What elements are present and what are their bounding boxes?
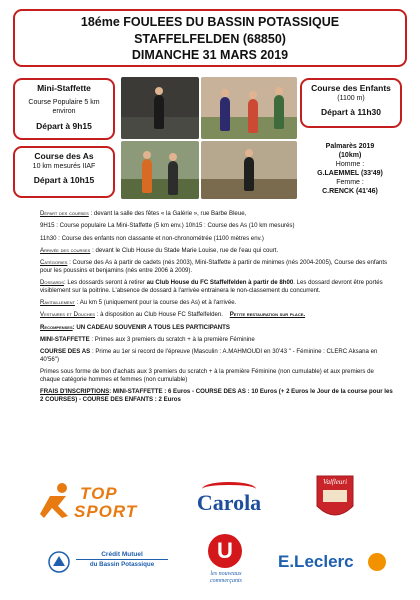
dossards-bold: au Club House du FC Staffelfelden à partir de 8h00 <box>146 279 294 287</box>
super-u-icon: U <box>208 534 242 568</box>
leclerc-circle-icon <box>368 553 386 571</box>
arrivee-label: Arrivée des courses <box>40 246 91 254</box>
leclerc-text: E.Leclerc <box>278 552 354 571</box>
course-enfants-desc: (1100 m) <box>337 95 365 102</box>
course-enfants-title: Course des Enfants <box>311 83 391 93</box>
depart-text: : devant la salle des fêtes « la Galérie », rue Barbe Bleue, <box>90 210 247 217</box>
course-as-desc: 10 km mesurés IIAF <box>32 163 96 170</box>
credit-mutuel-emblem-icon <box>48 550 70 576</box>
palmares-homme-label: Homme : <box>335 161 365 168</box>
arrivee-text: : devant le Club House du Stade Marie Louise, rue de l'eau qui court. <box>92 246 279 254</box>
photo-runners-2 <box>201 77 297 139</box>
event-date: DIMANCHE 31 MARS 2019 <box>131 48 289 62</box>
course-enfants-box <box>300 78 402 128</box>
vestiaires-label: Vestiaires et Douches <box>40 311 95 319</box>
categories-text: : Course des As à partir de cadets (nés 2003), Mini-Staffette à partir de minimes (nés 2004-2005), Course des enfants pour les poussins et benjamins (nés entre 2006 à 2009). <box>40 259 388 274</box>
top-sport-top: TOP <box>80 484 118 503</box>
course-as-start: Départ à 10h15 <box>33 175 95 185</box>
mini-staffette-title: Mini-Staffette <box>37 83 91 93</box>
palmares-homme: G.LAEMMEL (33'49) <box>317 170 383 177</box>
carola-logo <box>188 482 270 520</box>
recomp-label: Recompenses <box>40 323 73 331</box>
as-prize-text: : Prime au 1er si record de l'épreuve (Masculin : A.MAHMOUDI en 30'43 '' - Féminine : CLERC Aksana en 40'56'') <box>40 348 378 364</box>
event-title-box <box>13 9 407 67</box>
recomp-text: : UN CADEAU SOUVENIR A TOUS LES PARTICIPANTS <box>72 323 230 331</box>
info-dossards <box>40 279 395 294</box>
frais-label: FRAIS D'INSCRIPTIONS <box>40 388 110 396</box>
dossards-text1: : Les dossards seront à retirer <box>63 279 147 287</box>
info-sched1: 9H15 : Course populaire La Mini-Staffette (5 km env.) 10h15 : Course des As (10 km mesurés) <box>40 222 295 230</box>
top-sport-sport: SPORT <box>74 502 138 521</box>
info-ravitaillement <box>40 299 395 307</box>
palmares-title: Palmarès 2019 <box>325 143 375 150</box>
depart-label: Départ des courses <box>40 210 89 217</box>
photo-runner-4 <box>201 141 297 199</box>
dossards-label: Dossards <box>40 279 64 287</box>
palmares-block <box>300 142 400 196</box>
info-text <box>40 210 395 408</box>
mini-prize-label: MINI-STAFFETTE <box>40 336 90 344</box>
info-mini-prize <box>40 336 395 344</box>
mini-staffette-box <box>13 78 115 140</box>
vestiaires-text: : à disposition au Club House FC Staffelfelden. <box>96 311 223 319</box>
credit-mutuel-line2: du Bassin Potassique <box>89 561 155 568</box>
valfleuri-logo <box>313 472 357 524</box>
as-prize-label: COURSE DES AS <box>40 348 91 356</box>
restauration-text: Petite restauration sur place. <box>229 311 306 319</box>
event-location: STAFFELFELDEN (68850) <box>134 31 286 46</box>
dossards-text2: . Les dossard devront être portés visiblement sur la poitrine. L'absence de dossard à l'arrivée entrainera le non-classement du concurrent. <box>40 279 383 294</box>
ravit-label: Ravitaillement <box>40 299 75 307</box>
valfleuri-text: Valfleuri <box>322 478 348 486</box>
info-recompenses <box>40 324 395 332</box>
leclerc-logo <box>278 550 388 578</box>
palmares-sub: (10km) <box>338 152 362 159</box>
mini-prize-text: : Primes aux 3 premiers du scratch + à la première Féminine <box>91 336 255 344</box>
event-title: 18éme FOULEES DU BASSIN POTASSIQUE <box>80 15 340 29</box>
frais-text: : MINI-STAFFETTE : 6 Euros - COURSE DES AS : 10 Euros (+ 2 Euros le Jour de la course pour les 2 COURSES) - COURSE DES ENFANTS : 2 Euros <box>40 388 393 404</box>
top-sport-logo <box>40 480 150 524</box>
credit-mutuel-line1: Crédit Mutuel <box>76 551 168 560</box>
info-frais <box>40 388 395 403</box>
categories-label: Catégories <box>40 259 68 267</box>
palmares-femme: C.RENCK (41'46) <box>322 188 378 195</box>
super-u-caption: les nouveaux commerçants <box>210 571 242 584</box>
info-categories <box>40 259 395 274</box>
course-as-box <box>13 146 115 198</box>
super-u-logo <box>200 534 252 590</box>
photo-runner-1 <box>121 77 199 139</box>
info-as-prize <box>40 348 395 363</box>
runner-figure-icon <box>40 482 74 522</box>
info-arrivee <box>40 247 395 255</box>
info-primes: Primes sous forme de bon d'achats aux 3 premiers du scratch + à la première Féminine (non cumulable) et aux premiers de chaque catégorie hommes et femmes (non cumulable) <box>40 368 374 384</box>
carola-text: Carola <box>196 490 262 515</box>
info-vestiaires <box>40 311 395 319</box>
ravit-text: : Au km 5 (uniquement pour la course des As) et à l'arrivée. <box>76 299 237 307</box>
info-sched2: 11h30 : Course des enfants non classante et non-chronométrée (1100 mètres env.) <box>40 234 264 242</box>
palmares-femme-label: Femme : <box>336 179 364 186</box>
photo-runners-3 <box>121 141 199 199</box>
course-as-title: Course des As <box>34 151 94 161</box>
mini-staffette-desc: Course Populaire 5 km environ <box>28 99 100 115</box>
info-depart <box>40 210 395 218</box>
course-enfants-start: Départ à 11h30 <box>320 107 381 117</box>
credit-mutuel-logo <box>48 548 168 578</box>
mini-staffette-start: Départ à 9h15 <box>36 121 92 131</box>
